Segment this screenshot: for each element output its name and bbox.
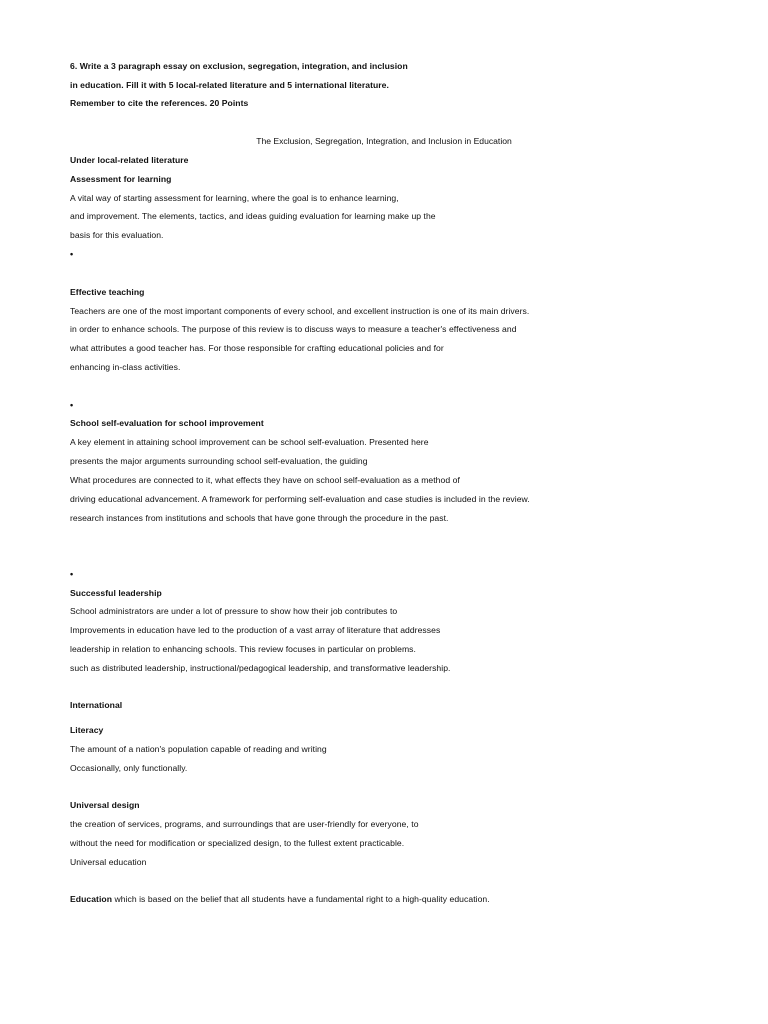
self-evaluation-line-2: presents the major arguments surrounding school self-evaluation, the guiding bbox=[70, 456, 368, 466]
universal-design-heading: Universal design bbox=[70, 800, 140, 810]
international-heading: International bbox=[70, 700, 123, 710]
self-evaluation-heading: School self-evaluation for school improvement bbox=[70, 418, 264, 428]
bullet-2: • bbox=[70, 400, 74, 410]
leadership-heading: Successful leadership bbox=[70, 588, 162, 598]
literacy-heading: Literacy bbox=[70, 725, 104, 735]
universal-design-line-3: Universal education bbox=[70, 857, 147, 867]
education-paragraph bbox=[70, 894, 490, 905]
teaching-line-4: enhancing in-class activities. bbox=[70, 362, 181, 372]
assessment-heading: Assessment for learning bbox=[70, 174, 172, 184]
teaching-line-2: in order to enhance schools. The purpose of this review is to discuss ways to measure a teacher's effectiveness and bbox=[70, 324, 517, 334]
teaching-line-1: Teachers are one of the most important components of every school, and excellent instruction is one of its main drivers. bbox=[70, 306, 530, 316]
self-evaluation-line-4: driving educational advancement. A framework for performing self-evaluation and case studies is included in the review. bbox=[70, 494, 530, 504]
education-definition: which is based on the belief that all students have a fundamental right to a high-quality education. bbox=[112, 894, 490, 904]
leadership-line-4: such as distributed leadership, instructional/pedagogical leadership, and transformative leadership. bbox=[70, 663, 451, 673]
prompt-line-1: 6. Write a 3 paragraph essay on exclusion, segregation, integration, and inclusion bbox=[70, 61, 408, 71]
leadership-line-2: Improvements in education have led to the production of a vast array of literature that addresses bbox=[70, 625, 441, 635]
universal-design-line-2: without the need for modification or specialized design, to the fullest extent practicable. bbox=[70, 838, 405, 848]
self-evaluation-line-5: research instances from institutions and schools that have gone through the procedure in the past. bbox=[70, 513, 449, 523]
document-title: The Exclusion, Segregation, Integration, and Inclusion in Education bbox=[256, 136, 512, 146]
assessment-line-2: and improvement. The elements, tactics, and ideas guiding evaluation for learning make up the bbox=[70, 211, 436, 221]
self-evaluation-line-1: A key element in attaining school improvement can be school self-evaluation. Presented here bbox=[70, 437, 429, 447]
universal-design-line-1: the creation of services, programs, and surroundings that are user-friendly for everyone, to bbox=[70, 819, 419, 829]
literacy-line-1: The amount of a nation's population capable of reading and writing bbox=[70, 744, 327, 754]
prompt-line-3: Remember to cite the references. 20 Points bbox=[70, 98, 249, 108]
bullet-1: • bbox=[70, 249, 74, 259]
education-term: Education bbox=[70, 894, 112, 904]
teaching-line-3: what attributes a good teacher has. For those responsible for crafting educational policies and for bbox=[70, 343, 444, 353]
teaching-heading: Effective teaching bbox=[70, 287, 145, 297]
prompt-line-2: in education. Fill it with 5 local-related literature and 5 international literature. bbox=[70, 80, 389, 90]
local-literature-heading: Under local-related literature bbox=[70, 155, 189, 165]
assessment-line-1: A vital way of starting assessment for learning, where the goal is to enhance learning, bbox=[70, 193, 399, 203]
self-evaluation-line-3: What procedures are connected to it, what effects they have on school self-evaluation as a method of bbox=[70, 475, 460, 485]
leadership-line-1: School administrators are under a lot of pressure to show how their job contributes to bbox=[70, 606, 398, 616]
bullet-3: • bbox=[70, 569, 74, 579]
leadership-line-3: leadership in relation to enhancing schools. This review focuses in particular on problems. bbox=[70, 644, 416, 654]
assessment-line-3: basis for this evaluation. bbox=[70, 230, 164, 240]
literacy-line-2: Occasionally, only functionally. bbox=[70, 763, 188, 773]
